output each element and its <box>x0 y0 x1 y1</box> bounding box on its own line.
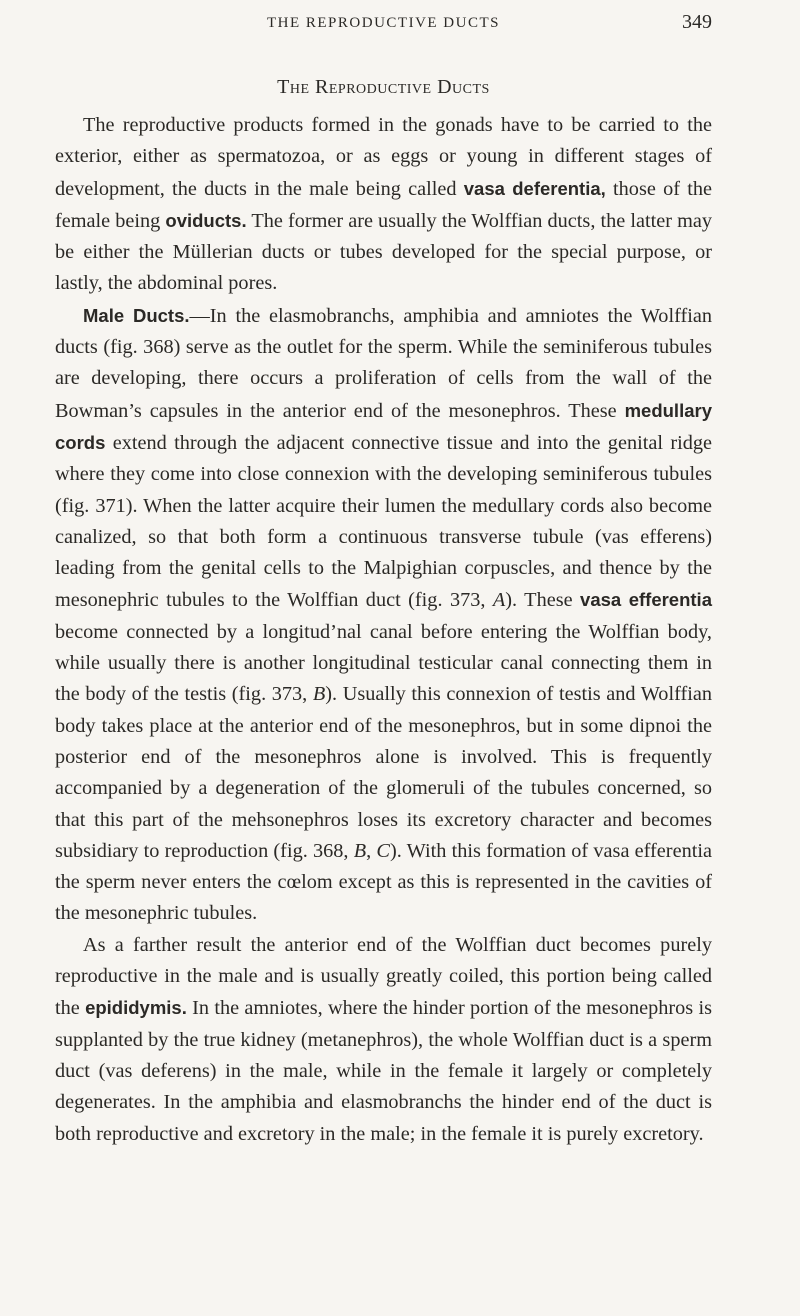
text-run: become connected by a longitud’nal canal before entering the Wolffian body, while usually there is another longitudinal testicular canal connecting them in the body of the testis (fig. 373, <box>55 620 712 706</box>
paragraph-intro <box>55 110 712 300</box>
text-run: ). With this formation of vasa efferentia the sperm never enters the cœlom except as this is represented in the cavities of the mesonephric tubules. <box>55 839 712 925</box>
figure-label: B <box>353 839 367 862</box>
term-epididymis: epididymis. <box>85 997 187 1019</box>
term-vasa-efferentia: vasa efferentia <box>580 589 712 611</box>
text-run: In the amniotes, where the hinder portion of the mesonephros is supplanted by the true kidney (metanephros), the whole Wolffian duct is a sperm duct (vas deferens) in the male, while in the female it largely or completely degenerates. In the amphibia and elasmobranchs the hinder end of the duct is both reproductive and excretory in the male; in the female it is purely excretory. <box>55 997 712 1145</box>
text-run: those of the female being <box>55 177 712 232</box>
running-title: THE REPRODUCTIVE DUCTS <box>266 15 500 31</box>
term-oviducts: oviducts. <box>165 209 247 231</box>
running-header <box>55 0 712 40</box>
text-run: —In the elasmobranchs, amphibia and amniotes the Wolffian ducts (fig. 368) serve as the outlet for the sperm. While the seminiferous tubules are developing, there occurs a proliferation of cells from the wall of the Bowman’s capsules in the anterior end of the mesonephros. These <box>55 304 713 422</box>
paragraph-epididymis <box>55 930 712 1150</box>
text-run: The reproductive products formed in the gonads have to be carried to the exterior, either as spermatozoa, or as eggs or young in different stages of development, the ducts in the male being called <box>55 114 712 200</box>
text-run: As a farther result the anterior end of the Wolffian duct becomes purely reproductive in the male and is usually greatly coiled, this portion being called the <box>55 933 712 1020</box>
figure-label: C <box>376 839 390 862</box>
section-title: The Reproductive Ducts <box>277 76 490 98</box>
text-run: ). These <box>505 589 581 612</box>
paragraph-male-ducts <box>55 300 712 930</box>
text-run: The former are usually the Wolffian ducts, the latter may be either the Müllerian ducts or tubes developed for the special purpose, or lastly, the abdominal pores. <box>55 209 713 295</box>
text-run: extend through the adjacent connective tissue and into the genital ridge where they come into close connexion with the developing seminiferous tubules (fig. 371). When the latter acquire their lumen the medullary cords also become canalized, so that both form a continuous transverse tubule (vas efferens) leading from the genital cells to the Malpighian corpuscles, and thence by the mesonephric tubules to the Wolffian duct (fig. 373, <box>55 431 712 612</box>
figure-label: B <box>312 683 326 706</box>
text-run: ). Usually this connexion of testis and Wolffian body takes place at the anterior end of the mesonephros, but in some dipnoi the posterior end of the mesonephros alone is involved. This is frequently accompanied by a degeneration of the glomeruli of the tubules concerned, so that this part of the mehsonephros loses its excretory character and becomes subsidiary to reproduction (fig. 368, <box>55 683 712 862</box>
text-run: , <box>366 839 377 862</box>
page-number: 349 <box>682 11 712 33</box>
term-medullary-cords: medullary cords <box>55 399 712 453</box>
figure-label: A <box>492 589 506 612</box>
subheading-male-ducts: Male Ducts. <box>83 304 190 326</box>
term-vasa-deferentia: vasa deferentia, <box>463 177 606 199</box>
